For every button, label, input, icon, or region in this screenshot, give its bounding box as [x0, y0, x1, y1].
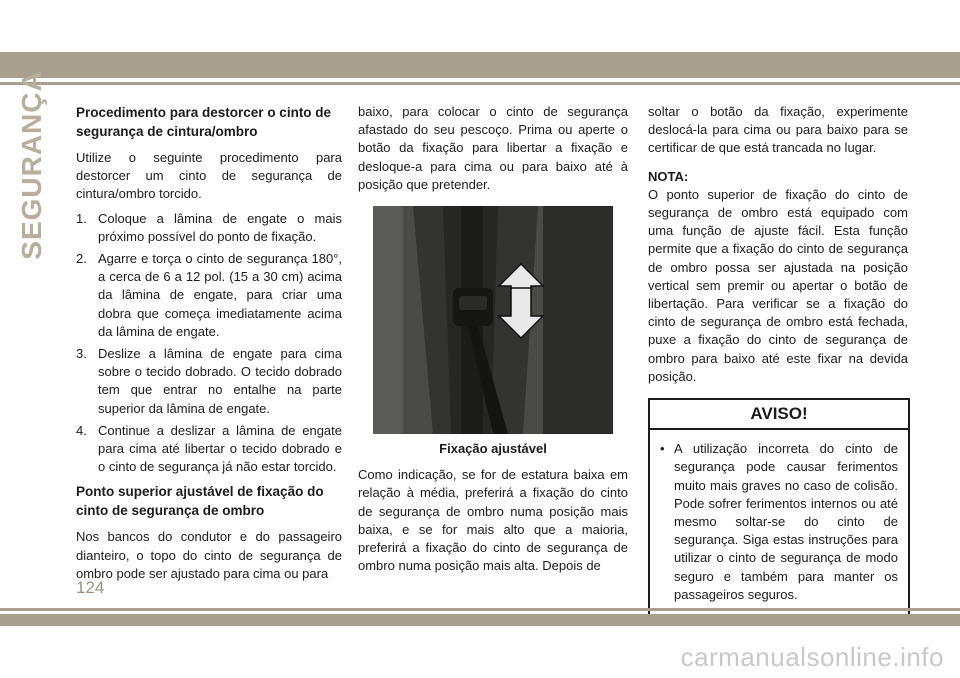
- bullet-icon: •: [660, 441, 665, 457]
- page-number: 124: [76, 578, 105, 597]
- anchorage-paragraph: Nos bancos do condutor e do passageiro dianteiro, o topo do cinto de segurança de ombro pode ser ajustado para cima ou para: [76, 529, 342, 581]
- column-2: [358, 103, 628, 575]
- heading-untwist-procedure: Procedimento para destorcer o cinto de segurança de cintura/ombro: [76, 105, 332, 139]
- warning-box: [648, 398, 910, 616]
- seatbelt-anchor-illustration: [373, 206, 613, 434]
- note-paragraph: O ponto superior de fixação do cinto de segurança de ombro está equipado com uma função de ajuste fácil. Esta função permite que a fixação do cinto de segurança de ombro possa ser ajustada na posição vertical sem premir ou apertar o botão de libertação. Para verificar se a fixação do cinto de segurança de ombro está fechada, puxe a fixação do cinto de segurança de ombro para baixo até este fixar na devida posição.: [648, 186, 908, 384]
- list-item: 1. Coloque a lâmina de engate o mais próximo possível do ponto de fixação.: [76, 210, 342, 244]
- header-band: [0, 52, 960, 78]
- column-3: [648, 103, 908, 616]
- intro-paragraph: Utilize o seguinte procedimento para destorcer um cinto de segurança de cintura/ombro torcido.: [76, 150, 342, 202]
- steps-list: [76, 210, 342, 477]
- figure-caption: Fixação ajustável: [439, 441, 547, 457]
- list-item: 3. Deslize a lâmina de engate para cima sobre o tecido dobrado. O tecido dobrado tem que entrar no entalhe na parte superior da lâmina de engate.: [76, 346, 342, 416]
- adjustable-anchorage-photo: [373, 206, 613, 434]
- continuation-paragraph-2: soltar o botão da fixação, experimente deslocá-la para cima ou para baixo para se certificar de que está trancada no lugar.: [648, 104, 908, 156]
- list-item: 2. Agarre e torça o cinto de segurança 180°, a cerca de 6 a 12 pol. (15 a 30 cm) acima da lâmina de engate, para criar uma dobra que começa imediatamente acima da lâmina de engate.: [76, 251, 342, 339]
- section-tab: [8, 70, 56, 260]
- column-1: [76, 103, 342, 583]
- heading-adjustable-anchorage: Ponto superior ajustável de fixação do cinto de segurança de ombro: [76, 484, 324, 519]
- note-label: NOTA:: [648, 168, 689, 184]
- warning-item: • A utilização incorreta do cinto de segurança pode causar ferimentos muito mais graves no caso de colisão. Pode sofrer ferimentos internos ou até mesmo soltar-se do cinto de segurança. Siga estas instruções para utilizar o cinto de segurança de modo seguro e também para manter os passageiros seguros.: [660, 441, 898, 602]
- watermark: carmanualsonline.info: [680, 642, 944, 672]
- footer-rule: [0, 608, 960, 611]
- header-rule: [0, 82, 960, 85]
- footer-band: [0, 614, 960, 626]
- height-guidance-paragraph: Como indicação, se for de estatura baixa em relação à média, preferirá a fixação do cinto de segurança de ombro numa posição mais baixa, e se for mais alto que a maioria, preferirá a fixação do cinto de segurança de ombro numa posição mais alta. Depois de: [358, 467, 628, 574]
- list-item: 4. Continue a deslizar a lâmina de engate para cima até libertar o tecido dobrado e o cinto de segurança já não estar torcido.: [76, 422, 342, 475]
- continuation-paragraph: baixo, para colocar o cinto de segurança afastado do seu pescoço. Prima ou aperte o botão da fixação para libertar a fixação e desloque-a para cima ou para baixo até à posição que pretender.: [358, 104, 628, 192]
- warning-title: AVISO!: [650, 400, 908, 430]
- section-tab-label: SEGURANÇA: [16, 70, 47, 260]
